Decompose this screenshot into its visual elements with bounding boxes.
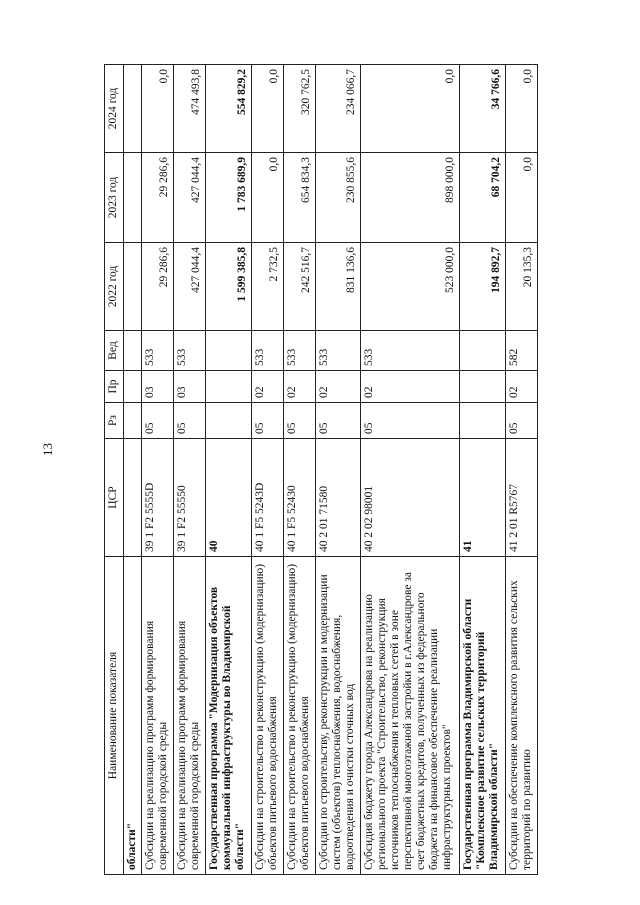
header-2024: 2024 год <box>105 65 124 153</box>
row-2022: 523 000,0 <box>361 243 460 331</box>
row-pr: 02 <box>251 371 283 403</box>
row-name: Государственная программа "Модернизация объектов коммунальной инфраструктуры во Владимирской области" <box>206 557 251 875</box>
row-name: Субсидии на обеспечение комплексного развития сельских территорий по развитию <box>505 557 537 875</box>
row-2024 <box>123 65 142 153</box>
row-pr: 03 <box>142 371 174 403</box>
header-ved: Вед <box>105 331 124 371</box>
row-2023: 29 286,6 <box>142 153 174 243</box>
budget-table-container <box>104 65 538 875</box>
header-rz: Рз <box>105 403 124 439</box>
row-2024: 474 493,8 <box>174 65 206 153</box>
row-name: Субсидии по строительству, реконструкции и модернизации систем (объектов) теплоснабжения, водоснабжения, водоотведения и очистки сточных вод <box>315 557 360 875</box>
row-ved: 533 <box>361 331 460 371</box>
row-2022: 29 286,6 <box>142 243 174 331</box>
table-row <box>505 65 537 875</box>
row-2024: 320 762,5 <box>283 65 315 153</box>
row-2022 <box>123 243 142 331</box>
row-rz: 05 <box>251 403 283 439</box>
row-2022: 831 136,6 <box>315 243 360 331</box>
row-2024: 0,0 <box>361 65 460 153</box>
table-row <box>315 65 360 875</box>
table-row <box>361 65 460 875</box>
row-pr: 03 <box>174 371 206 403</box>
row-ved <box>206 331 251 371</box>
table-row <box>460 65 505 875</box>
row-2023: 427 044,4 <box>174 153 206 243</box>
table-row <box>206 65 251 875</box>
row-rz: 05 <box>283 403 315 439</box>
row-2023: 898 000,0 <box>361 153 460 243</box>
row-rz <box>460 403 505 439</box>
row-ved: 533 <box>251 331 283 371</box>
header-pr: Пр <box>105 371 124 403</box>
table-row <box>123 65 142 875</box>
row-csr: 40 2 02 98001 <box>361 439 460 557</box>
row-2023: 68 704,2 <box>460 153 505 243</box>
page-number: 13 <box>40 443 55 456</box>
row-pr: 02 <box>361 371 460 403</box>
table-row <box>174 65 206 875</box>
row-rz <box>123 403 142 439</box>
row-2024: 0,0 <box>251 65 283 153</box>
row-ved: 582 <box>505 331 537 371</box>
header-2023: 2023 год <box>105 153 124 243</box>
row-name: Субсидии на строительство и реконструкцию (модернизацию) объектов питьевого водоснабжения <box>283 557 315 875</box>
row-rz: 05 <box>174 403 206 439</box>
row-2022: 194 892,7 <box>460 243 505 331</box>
row-csr: 41 <box>460 439 505 557</box>
row-2022: 2 732,5 <box>251 243 283 331</box>
row-pr: 02 <box>315 371 360 403</box>
row-2023: 0,0 <box>251 153 283 243</box>
row-2024: 234 066,7 <box>315 65 360 153</box>
row-name: Субсидии на реализацию программ формирования современной городской среды <box>142 557 174 875</box>
header-csr: ЦСР <box>105 439 124 557</box>
row-name: Государственная программа Владимирской области "Комплексное развитие сельских территорий Владимирской области" <box>460 557 505 875</box>
row-ved: 533 <box>142 331 174 371</box>
header-2022: 2022 год <box>105 243 124 331</box>
row-2024: 34 766,6 <box>460 65 505 153</box>
row-rz: 05 <box>361 403 460 439</box>
row-pr: 02 <box>283 371 315 403</box>
row-csr: 40 1 F5 52430 <box>283 439 315 557</box>
row-pr <box>206 371 251 403</box>
row-pr: 02 <box>505 371 537 403</box>
row-pr <box>123 371 142 403</box>
row-2022: 1 599 385,8 <box>206 243 251 331</box>
header-name: Наименование показателя <box>105 557 124 875</box>
row-name: Субсидии на строительство и реконструкцию (модернизацию) объектов питьевого водоснабжения <box>251 557 283 875</box>
table-row <box>283 65 315 875</box>
row-csr <box>123 439 142 557</box>
row-2023: 0,0 <box>505 153 537 243</box>
row-ved <box>123 331 142 371</box>
row-ved <box>460 331 505 371</box>
row-rz: 05 <box>142 403 174 439</box>
row-name: Субсидия бюджету города Александрова на реализацию регионального проекта "Строительство, реконструкция источников теплоснабжения и тепловых сетей в зоне перспективной многоэтажной застройки в г.Александрове за счет бюджетных кредитов, полученных из федерального бюджета на финансовое обеспечение реализации инфраструктурных проектов" <box>361 557 460 875</box>
row-csr: 39 1 F2 55550 <box>174 439 206 557</box>
row-ved: 533 <box>315 331 360 371</box>
row-2024: 0,0 <box>505 65 537 153</box>
row-pr <box>460 371 505 403</box>
row-name: области" <box>123 557 142 875</box>
row-csr: 41 2 01 R5767 <box>505 439 537 557</box>
table-row <box>142 65 174 875</box>
row-csr: 40 <box>206 439 251 557</box>
row-2024: 0,0 <box>142 65 174 153</box>
row-2023: 654 834,3 <box>283 153 315 243</box>
row-ved: 533 <box>174 331 206 371</box>
row-2023 <box>123 153 142 243</box>
row-rz: 05 <box>505 403 537 439</box>
row-2023: 230 855,6 <box>315 153 360 243</box>
row-ved: 533 <box>283 331 315 371</box>
row-rz: 05 <box>315 403 360 439</box>
row-2022: 242 516,7 <box>283 243 315 331</box>
row-2023: 1 783 689,9 <box>206 153 251 243</box>
row-2024: 554 829,2 <box>206 65 251 153</box>
row-rz <box>206 403 251 439</box>
row-csr: 39 1 F2 5555D <box>142 439 174 557</box>
row-csr: 40 1 F5 5243D <box>251 439 283 557</box>
table-header-row <box>105 65 124 875</box>
row-2022: 20 135,3 <box>505 243 537 331</box>
row-name: Субсидии на реализацию программ формирования современной городской среды <box>174 557 206 875</box>
row-csr: 40 2 01 71580 <box>315 439 360 557</box>
budget-table <box>104 64 538 875</box>
row-2022: 427 044,4 <box>174 243 206 331</box>
table-row <box>251 65 283 875</box>
